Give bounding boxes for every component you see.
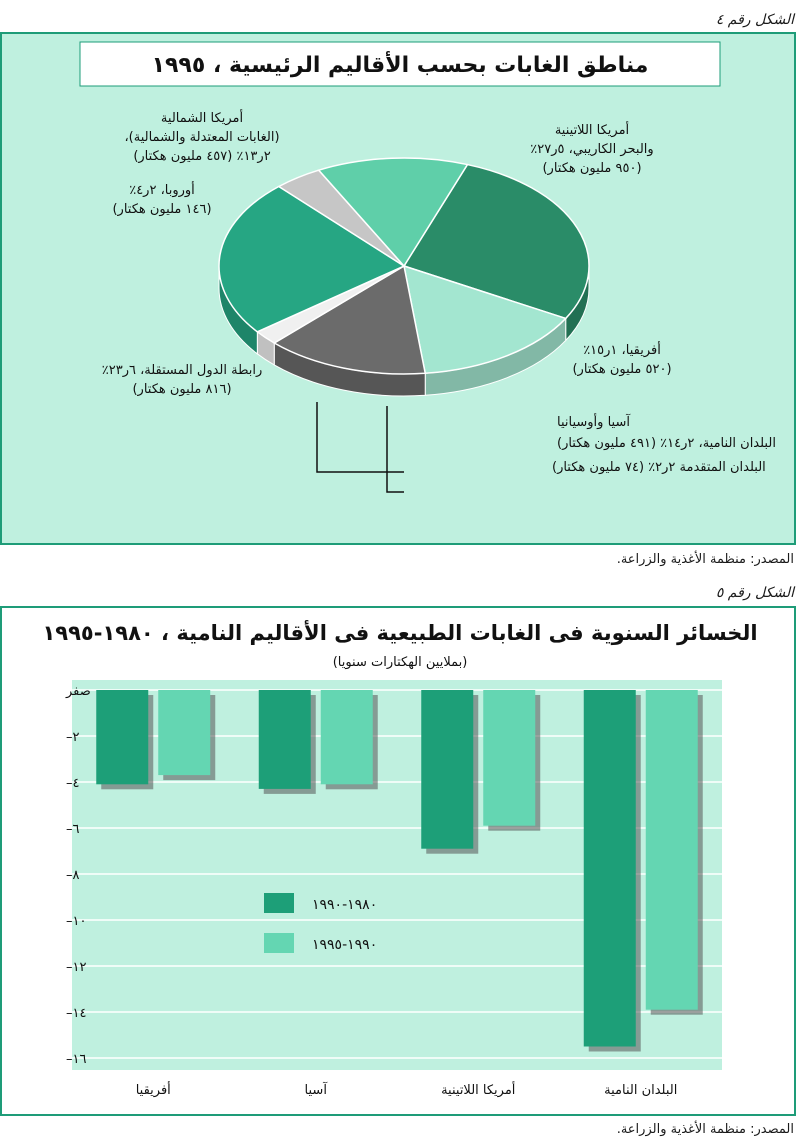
- pie-label-5-line-1: (١٤٦ مليون هكتار): [112, 202, 212, 217]
- figure5-source: المصدر: منظمة الأغذية والزراعة.: [616, 1122, 794, 1137]
- bar-1-0: [259, 690, 311, 789]
- bar-0-0: [96, 690, 148, 784]
- x-label-2: أمريكا اللاتينية: [441, 1083, 516, 1098]
- bar-0-1: [158, 690, 210, 775]
- pie-label-4-line-0: رابطة الدول المستقلة، ٦ر٢٣٪: [101, 363, 263, 378]
- bar-3-1: [646, 690, 698, 1010]
- pie-label-6-line-2: ٢ر١٣٪ (٤٥٧ مليون هكتار): [133, 149, 271, 164]
- bar-2-1: [483, 690, 535, 826]
- pie-label-3-line-0: البلدان المتقدمة ٢ر٢٪ (٧٤ مليون هكتار): [552, 460, 766, 475]
- legend-label-0: ١٩٨٠-١٩٩٠: [312, 897, 378, 913]
- figure4-title: مناطق الغابات بحسب الأقاليم الرئيسية ، ١٩٩٥: [151, 53, 649, 78]
- pie-label-6-line-0: أمريكا الشمالية: [160, 111, 244, 126]
- figure4-chart: [2, 34, 794, 543]
- bar-2-0: [421, 690, 473, 849]
- figure5-x-labels: [136, 1081, 678, 1098]
- pie-label-1-line-1: (٥٢٠ مليون هكتار): [572, 362, 672, 377]
- pie-label-2-line-0: آسيا وأوسيانيا: [557, 415, 630, 430]
- pie-label-4-line-1: (٨١٦ مليون هكتار): [132, 382, 232, 397]
- figure4-panel: [0, 32, 796, 545]
- pie-label-1-line-0: أفريقيا، ١ر١٥٪: [583, 343, 661, 358]
- figure5-subtitle: (بملايين الهكتارات سنويا): [332, 655, 468, 670]
- pie-label-2-line-1: البلدان النامية، ٢ر١٤٪ (٤٩١ مليون هكتار): [557, 436, 776, 451]
- pie-label-0-line-2: (٩٥٠ مليون هكتار): [542, 161, 642, 176]
- legend-swatch-1: [264, 933, 294, 953]
- bar-3-0: [584, 690, 636, 1047]
- y-tick-label-2: ٤–: [66, 776, 80, 791]
- figure4-label: الشكل رقم ٤: [715, 12, 794, 28]
- pie-label-5-line-0: أوروبا، ٢ر٤٪: [129, 183, 195, 198]
- pie-label-0-line-0: أمريكا اللاتينية: [554, 123, 630, 138]
- x-label-1: آسيا: [304, 1083, 327, 1098]
- pie-label-0-line-1: والبحر الكاريبي، ٥ر٢٧٪: [530, 142, 654, 157]
- y-tick-label-8: ١٦–: [66, 1052, 87, 1067]
- y-tick-label-5: ١٠–: [66, 914, 87, 929]
- pie-label-6-line-1: (الغابات المعتدلة والشمالية)،: [124, 130, 280, 145]
- figure5-chart: [2, 608, 794, 1114]
- y-tick-label-1: ٢–: [66, 730, 80, 745]
- legend-label-1: ١٩٩٠-١٩٩٥: [312, 937, 378, 953]
- figure5-label: الشكل رقم ٥: [715, 585, 794, 601]
- figure5-panel: [0, 606, 796, 1116]
- y-tick-label-4: ٨–: [66, 868, 80, 883]
- y-tick-label-0: صفر: [66, 684, 91, 699]
- legend-swatch-0: [264, 893, 294, 913]
- x-label-0: أفريقيا: [135, 1083, 171, 1098]
- figure4-pie: [219, 158, 589, 396]
- bar-1-1: [321, 690, 373, 784]
- x-label-3: البلدان النامية: [604, 1083, 678, 1098]
- figure5-title: الخسائر السنوية فى الغابات الطبيعية فى الأقاليم النامية ، ١٩٨٠-١٩٩٥: [42, 621, 758, 645]
- y-tick-label-3: ٦–: [66, 822, 80, 837]
- y-tick-label-6: ١٢–: [66, 960, 87, 975]
- y-tick-label-7: ١٤–: [66, 1006, 87, 1021]
- figure4-source: المصدر: منظمة الأغذية والزراعة.: [616, 552, 794, 567]
